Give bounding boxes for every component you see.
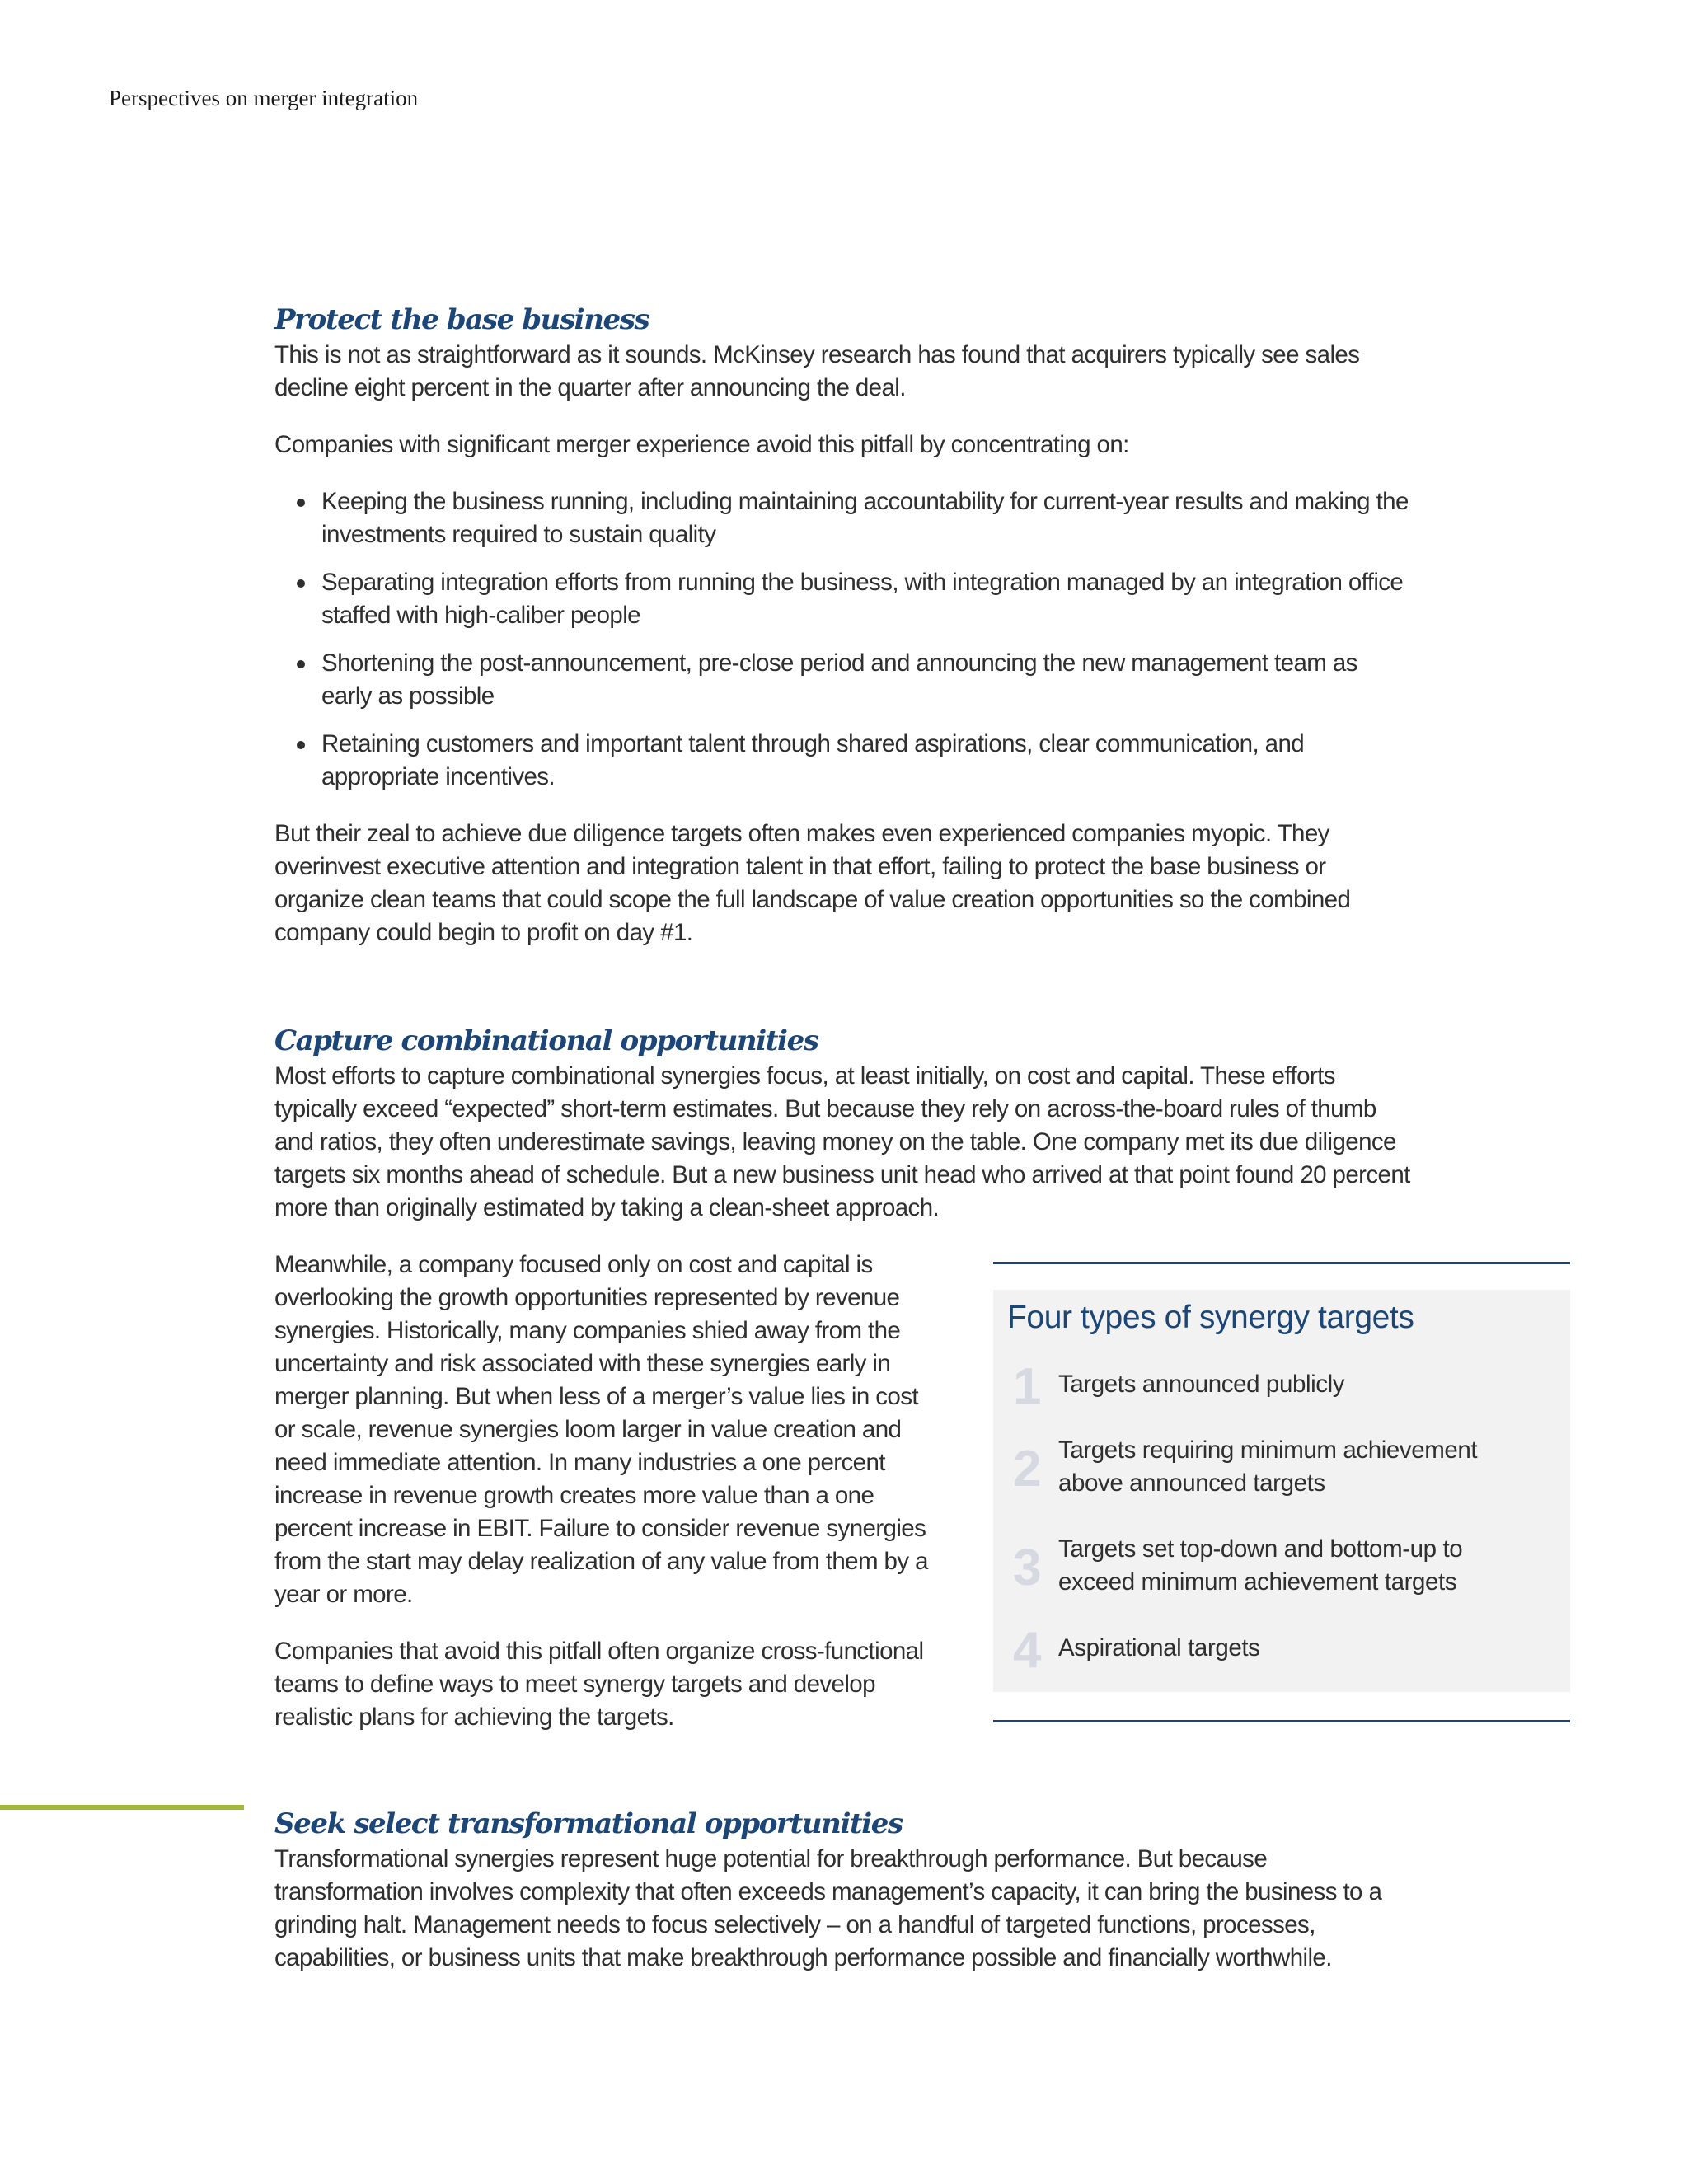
bullet-icon xyxy=(297,741,305,749)
section-seek-transformational xyxy=(274,1805,1412,1999)
bullet-item xyxy=(274,647,1412,713)
running-header: Perspectives on merger integration xyxy=(109,86,419,110)
target-number: 1 xyxy=(1013,1358,1042,1415)
bullet-item xyxy=(274,485,1412,551)
paragraph: But their zeal to achieve due diligence targets often makes even experienced companies myopic. They overinvest executive attention and integration talent in that effort, failing to protect the base business or organize clean teams that could scope the full landscape of value creation opportunities so the combined company could begin to profit on day #1. xyxy=(274,820,1351,946)
bullet-icon xyxy=(297,660,305,668)
target-text: Aspirational targets xyxy=(1058,1634,1260,1661)
paragraph: Meanwhile, a company focused only on cost and capital is overlooking the growth opportunities represented by revenue synergies. Historically, many companies shied away from the uncertainty and risk associated with these synergies early in merger planning. But when less of a merger’s value lies in cost or scale, revenue synergies loom larger in value creation and need immediate attention. In many industries a one percent increase in revenue growth creates more value than a one percent increase in EBIT. Failure to consider revenue synergies from the start may delay realization of any value from them by a year or more. xyxy=(274,1251,928,1608)
bullet-text: Retaining customers and important talent through shared aspirations, clear communication, and appropriate incentives. xyxy=(321,730,1305,790)
bullet-item xyxy=(274,728,1412,794)
sidebar-panel xyxy=(993,1290,1570,1692)
bullet-icon xyxy=(297,579,305,588)
sidebar-top-rule xyxy=(993,1262,1570,1264)
section-protect-base xyxy=(274,301,1412,973)
text-column xyxy=(274,1249,934,1734)
target-number: 2 xyxy=(1013,1441,1042,1497)
target-text: Targets requiring minimum achievement above announced targets xyxy=(1058,1436,1478,1497)
synergy-targets-sidebar xyxy=(993,1262,1570,1723)
sidebar-title: Four types of synergy targets xyxy=(1007,1300,1414,1335)
section-heading: Capture combinational opportunities xyxy=(274,1024,818,1057)
target-number: 4 xyxy=(1013,1622,1042,1679)
paragraph: This is not as straightforward as it sounds. McKinsey research has found that acquirers typically see sales decline eight percent in the quarter after announcing the deal. xyxy=(274,341,1360,401)
target-text: Targets announced publicly xyxy=(1058,1371,1345,1398)
bullet-list xyxy=(274,485,1412,794)
accent-bar xyxy=(0,1805,244,1810)
sidebar-bottom-rule xyxy=(993,1720,1570,1722)
target-text: Targets set top-down and bottom-up to exceed minimum achievement targets xyxy=(1058,1535,1463,1596)
section-heading: Seek select transformational opportunities xyxy=(274,1807,903,1840)
paragraph: Companies with significant merger experience avoid this pitfall by concentrating on: xyxy=(274,431,1129,458)
paragraph: Transformational synergies represent huge potential for breakthrough performance. But because transformation involves complexity that often exceeds management’s capacity, it can bring the business to a grinding halt. Management needs to focus selectively – on a handful of targeted functions, processes, capabilities, or business units that make breakthrough performance possible and financially worthwhile. xyxy=(274,1845,1382,1971)
paragraph: Companies that avoid this pitfall often organize cross-functional teams to define ways to meet synergy targets and develop realistic plans for achieving the targets. xyxy=(274,1638,924,1731)
paragraph: Most efforts to capture combinational synergies focus, at least initially, on cost and capital. These efforts typically exceed “expected” short-term estimates. But because they rely on across-the-board rules of thumb and ratios, they often underestimate savings, leaving money on the table. One company met its due diligence targets six months ahead of schedule. But a new business unit head who arrived at that point found 20 percent more than originally estimated by taking a clean-sheet approach. xyxy=(274,1062,1410,1221)
bullet-text: Keeping the business running, including maintaining accountability for current-year results and making the investments required to sustain quality xyxy=(321,488,1409,548)
bullet-item xyxy=(274,566,1412,632)
bullet-text: Shortening the post-announcement, pre-close period and announcing the new management team as early as possible xyxy=(321,649,1357,710)
section-heading: Protect the base business xyxy=(274,303,649,336)
bullet-text: Separating integration efforts from running the business, with integration managed by an integration office staffed with high-caliber people xyxy=(321,569,1404,629)
target-number: 3 xyxy=(1013,1540,1042,1596)
bullet-icon xyxy=(297,499,305,507)
